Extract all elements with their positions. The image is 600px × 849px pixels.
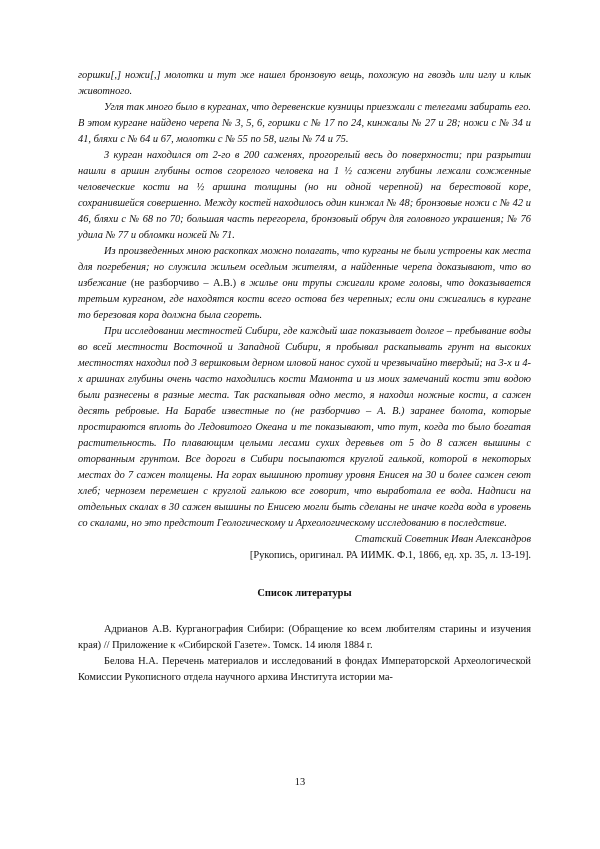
document-page [78,68,531,686]
source-note: [Рукопись, оригинал. РА ИИМК. Ф.1, 1866, ед. хр. 35, л. 13-19]. [249,550,531,561]
paragraph-text: горшки[,] ножи[,] молотки и тут же нашел бронзовую вещь, похожую на гвоздь или иглу и клык животного. [78,70,531,97]
paragraph-text: в жилье они трупы сжигали кроме головы, что доказывается третьим курганом, где находятся кости всего остова без черепных; если они сжигались в кургане то березовая кора должна была сгореть. [78,278,532,321]
editor-note: (не разборчиво – А.В.) [130,278,237,289]
paragraph-text: Из произведенных мною раскопках можно полагать, что курганы не были устроены как места для погребения; но служила жильем оседлым жителям, а найденные черепа доказывают, что во избежание [78,246,531,289]
references-list [78,622,531,686]
body-paragraph [78,68,531,100]
body-paragraph [78,100,531,148]
body-paragraph [78,244,531,324]
page-number: 13 [294,777,306,788]
body-paragraph [78,324,531,532]
paragraph-text: Угля так много было в курганах, что деревенские кузницы приезжали с телегами забирать его. В этом кургане найдено черепа № 3, 5, 6, горшки с № 17 по 24, кинжалы № 27 и 28; ножи с № 34 и 41, бляхи с № 64 и 67, молотки с № 55 по 58, иглы № 74 и 75. [78,102,531,145]
reference-item: Белова Н.А. Перечень материалов и исследований в фондах Императорской Археологической Комиссии Рукописного отдела научного архива Института истории ма- [78,656,531,683]
paragraph-text: 3 курган находился от 2-го в 200 саженях, прогорелый весь до поверхности; при разрытии нашли в аршин глубины остов сгорелого человека на 1 ½ сажени глубины лежали сожженные человеческие кости на ½ аршина толщины (но ни одной черепной) на берестовой коре, сохранившейся совершенно. Между костей находилось один кинжал № 48; бронзовые ножи с № 42 и 46, бляхи с № 68 по 70; большая часть перегорела, бронзовый обруч для головного украшения; № 76 удила № 77 и обломки ножей № 71. [78,150,531,241]
paragraph-text: При исследовании местностей Сибири, где каждый шаг показывает долгое – пребывание воды во всей местности Восточной и Западной Сибири, я пробывал раскапывать грунт на высоких местностях находил под 3 вершковым дерном иловой нанос сухой и чрезвычайно твердый; на 3-х и 4-х аршинах глубины очень часто находились кости Мамонта и из моих замечаний кости эти водою были разнесены в разные места. Так раскапывая одно место, я находил ножные кости, а сажен десять ребровые. На Барабе известные по (не разборчиво – А. В.) заранее болота, которые простираются вплоть до Ледовитого Океана и те показывают, что тут, когда то было богатая растительность. По плавающим целыми лесами сухих деревьев от 5 до 8 сажен вышины с оторванным грунтом. Все дороги в Сибири посыпаются круглой галькой, которой в некоторых местах до 7 сажен толщены. На горах вышиною противу уровня Енисея на 30 и более сажен сеют хлеб; чернозем перемешен с круглой галькою все говорит, что выработала ее вода. Надписи на отдельных скалах в 30 сажен вышины по Енисею могли быть сделаны не иначе когда вода в уровень со скалами, но это предстоит Геологическому и Археологическому исследованию в последствие. [78,326,531,529]
reference-item: Адрианов А.В. Курганография Сибири: (Обращение ко всем любителям старины и изучения края) // Приложение к «Сибирской Газете». Томск. 14 июля 1884 г. [78,624,531,651]
references-heading: Список литературы [257,588,352,599]
body-paragraph [78,148,531,244]
signature: Статский Советник Иван Александров [354,534,531,545]
